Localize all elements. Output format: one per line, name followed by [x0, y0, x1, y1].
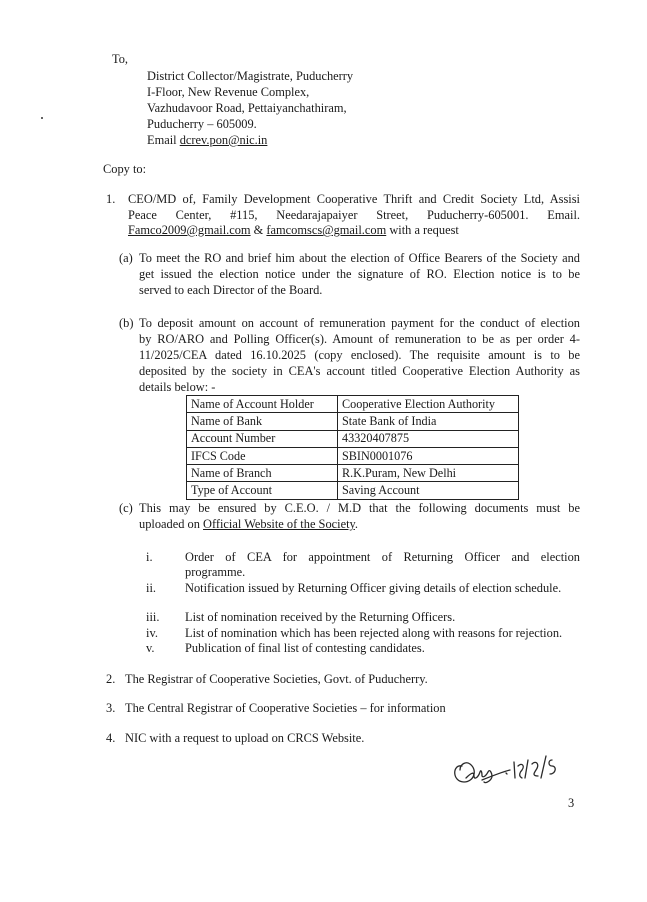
table-key: Name of Branch — [187, 465, 338, 482]
copy-to-label: Copy to: — [103, 162, 147, 176]
doc-number: i. — [146, 550, 153, 564]
doc-line: Publication of final list of contesting candidates. — [185, 641, 425, 655]
sub-label: (c) — [119, 501, 133, 515]
table-row — [187, 430, 519, 447]
sub-label: (b) — [119, 316, 134, 330]
doc-line: programme. — [185, 565, 246, 579]
doc-line: List of nomination which has been rejected along with reasons for rejection. — [185, 626, 563, 640]
table-value: R.K.Puram, New Delhi — [338, 465, 519, 482]
table-key: Name of Bank — [187, 413, 338, 430]
address-line: Vazhudavoor Road, Pettaiyanchathiram, — [147, 101, 347, 115]
sub-b-line: 11/2025/CEA dated 16.10.2025 (copy enclosed). The requisite amount is to be — [139, 348, 580, 362]
sub-label: (a) — [119, 251, 133, 265]
handwritten-signature — [448, 742, 568, 792]
item-number: 2. — [106, 672, 116, 686]
sub-b-line: by RO/ARO and Polling Officer(s). Amount of remuneration to be as per order 4- — [139, 332, 580, 346]
sub-a-line: get issued the election notice under the signature of RO. Election notice is to be — [139, 267, 580, 281]
doc-number: iv. — [146, 626, 158, 640]
item1-email-line — [128, 222, 459, 238]
doc-number: v. — [146, 641, 155, 655]
doc-line: List of nomination received by the Returning Officers. — [185, 610, 456, 624]
item1-line: CEO/MD of, Family Development Cooperative Thrift and Credit Society Ltd, Assisi — [128, 192, 580, 206]
account-details-table — [186, 395, 519, 500]
sub-c-line: This may be ensured by C.E.O. / M.D that the following documents must be — [139, 501, 580, 515]
sub-b-line: details below: - — [139, 380, 216, 394]
sub-c-prefix: uploaded on — [139, 517, 204, 531]
item-text: The Central Registrar of Cooperative Societies – for information — [125, 701, 446, 715]
item1-line: Peace Center, #115, Needarajapaiyer Street, Puducherry-605001. Email. — [128, 208, 580, 222]
ampersand: & — [250, 223, 267, 237]
table-value: SBIN0001076 — [338, 447, 519, 464]
item-number: 3. — [106, 701, 116, 715]
table-key: Type of Account — [187, 482, 338, 499]
doc-line: Notification issued by Returning Officer giving details of election schedule. — [185, 581, 562, 595]
doc-line: Order of CEA for appointment of Returning Officer and election — [185, 550, 580, 564]
item1-tail: with a request — [386, 223, 459, 237]
item-text: NIC with a request to upload on CRCS Website. — [125, 731, 365, 745]
table-value: 43320407875 — [338, 430, 519, 447]
table-key: Name of Account Holder — [187, 396, 338, 413]
table-value: Saving Account — [338, 482, 519, 499]
address-line: Puducherry – 605009. — [147, 117, 257, 131]
item-number: 4. — [106, 731, 116, 745]
doc-number: ii. — [146, 581, 156, 595]
item-text: The Registrar of Cooperative Societies, Govt. of Puducherry. — [125, 672, 428, 686]
sub-b-line: deposited by the society in CEA's account titled Cooperative Election Authority as — [139, 364, 580, 378]
email-label: Email — [147, 133, 180, 147]
address-line: I-Floor, New Revenue Complex, — [147, 85, 310, 99]
table-key: Account Number — [187, 430, 338, 447]
table-row — [187, 447, 519, 464]
address-email-line — [147, 132, 267, 148]
table-value: Cooperative Election Authority — [338, 396, 519, 413]
to-label: To, — [112, 52, 128, 66]
table-row — [187, 396, 519, 413]
official-website-link[interactable]: Official Website of the Society — [203, 517, 355, 531]
sub-c-line — [139, 516, 358, 532]
table-row — [187, 465, 519, 482]
doc-number: iii. — [146, 610, 160, 624]
address-email-link[interactable]: dcrev.pon@nic.in — [179, 133, 268, 147]
table-value: State Bank of India — [338, 413, 519, 430]
sub-a-line: served to each Director of the Board. — [139, 283, 323, 297]
table-row — [187, 482, 519, 499]
table-key: IFCS Code — [187, 447, 338, 464]
sub-c-suffix: . — [354, 517, 359, 531]
famcomscs-email-link[interactable]: famcomscs@gmail.com — [266, 223, 387, 237]
table-row — [187, 413, 519, 430]
famco-email-link[interactable]: Famco2009@gmail.com — [128, 223, 251, 237]
address-line: District Collector/Magistrate, Puducherry — [147, 69, 354, 83]
stray-mark — [41, 117, 43, 119]
sub-b-line: To deposit amount on account of remuneration payment for the conduct of election — [139, 316, 580, 330]
item-number: 1. — [106, 192, 116, 206]
sub-a-line: To meet the RO and brief him about the election of Office Bearers of the Society and — [139, 251, 580, 265]
page-number: 3 — [568, 796, 575, 810]
